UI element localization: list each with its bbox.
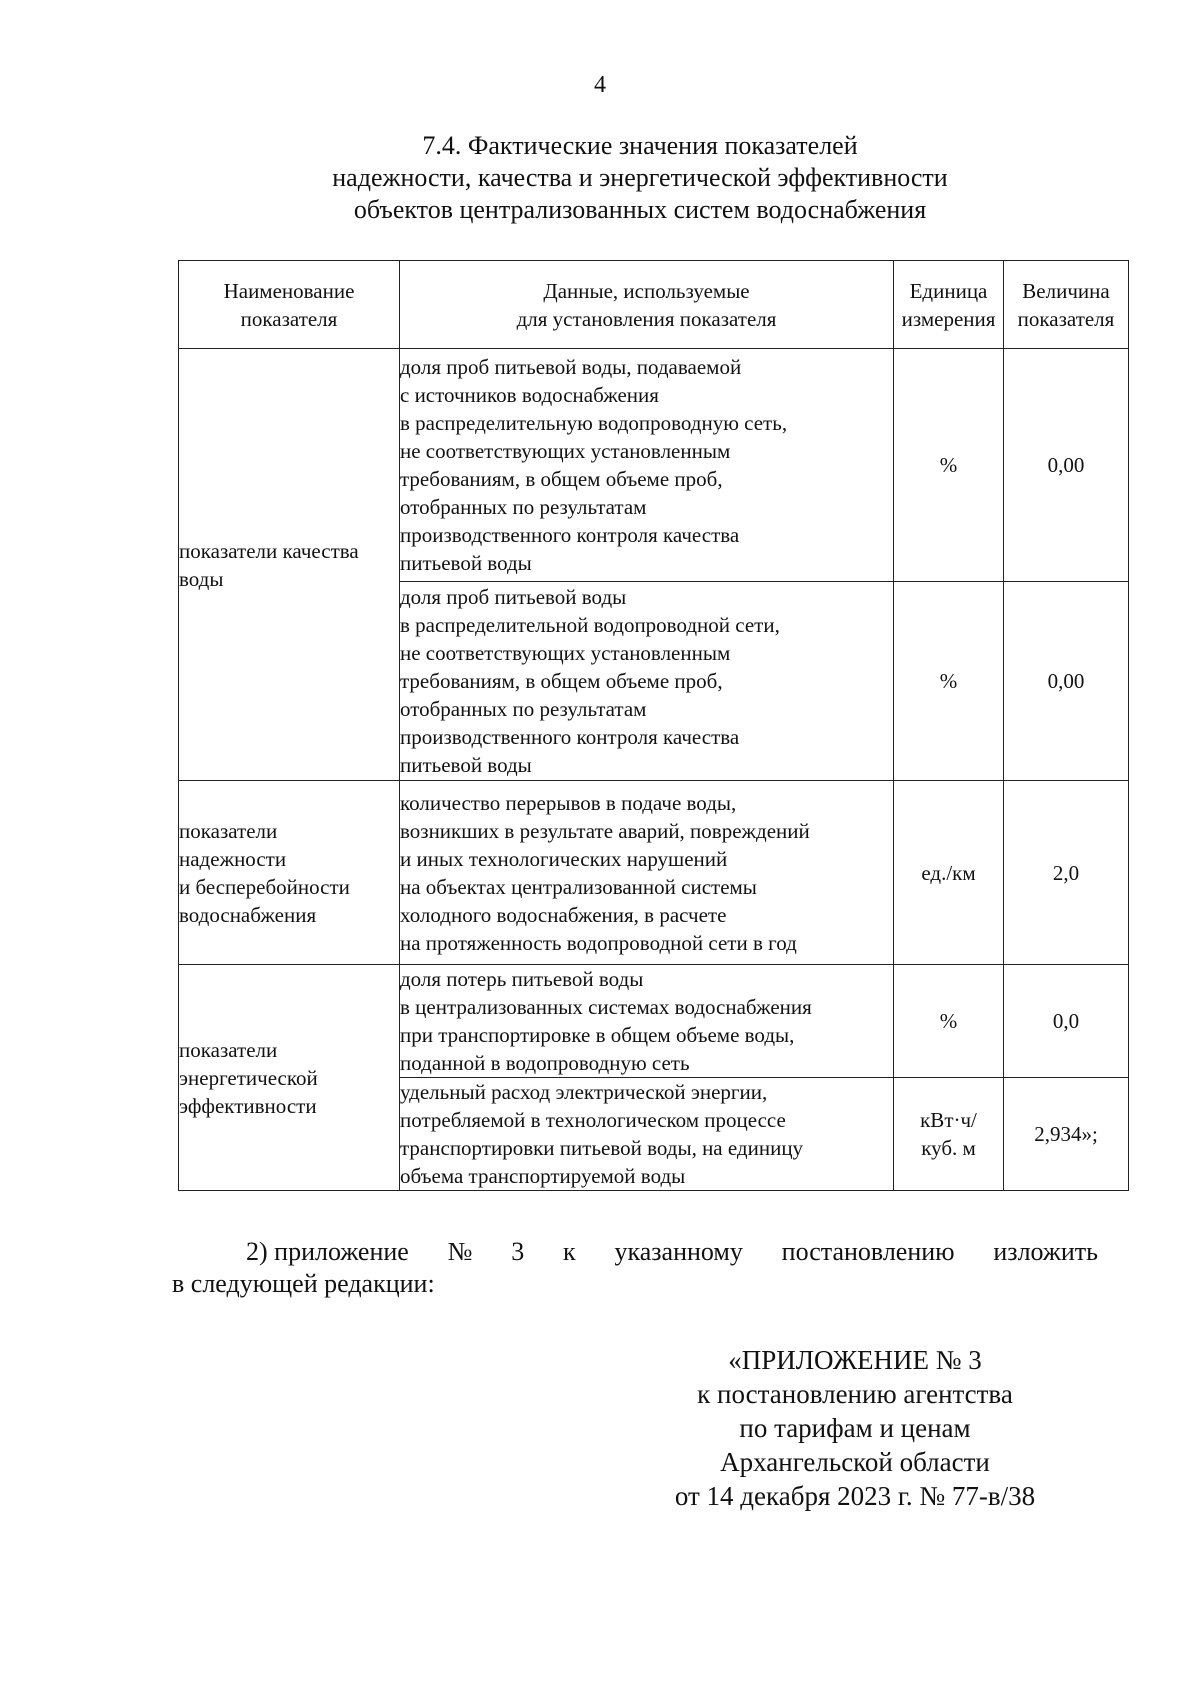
- appendix-block: [640, 1343, 1070, 1513]
- paragraph-line: [172, 1236, 1098, 1268]
- unit-cell: %: [894, 349, 1004, 582]
- unit-cell: %: [894, 582, 1004, 781]
- body-paragraph: [172, 1236, 1098, 1300]
- section-title-line: 7.4. Фактические значения показателей: [422, 131, 858, 160]
- section-title: [180, 130, 1100, 226]
- data-cell: доля потерь питьевой воды в централизованных системах водоснабжения при транспортировке в общем объеме воды, поданной в водопроводную сеть: [400, 965, 894, 1078]
- paragraph-word: №: [447, 1237, 473, 1266]
- paragraph-word: постановлению: [781, 1237, 955, 1266]
- appendix-line: Архангельской области: [720, 1447, 990, 1477]
- page-number: 4: [594, 72, 606, 98]
- paragraph-word: к: [563, 1237, 576, 1266]
- group-energy: показатели энергетической эффективности: [179, 965, 400, 1191]
- table-row: [179, 965, 1129, 1078]
- paragraph-word: изложить: [993, 1237, 1098, 1266]
- appendix-line: «ПРИЛОЖЕНИЕ № 3: [728, 1345, 982, 1375]
- paragraph-word: 2) приложение: [246, 1237, 409, 1266]
- unit-cell: ед./км: [894, 781, 1004, 965]
- table-header-row: [179, 261, 1129, 349]
- data-cell: количество перерывов в подаче воды, возникших в результате аварий, повреждений и иных технологических нарушений на объектах централизованной системы холодного водоснабжения, в расчете на протяженность водопроводной сети в год: [400, 781, 894, 965]
- group-quality: показатели качества воды: [179, 349, 400, 781]
- appendix-line: к постановлению агентства: [697, 1379, 1013, 1409]
- unit-cell: %: [894, 965, 1004, 1078]
- header-name: Наименование показателя: [179, 261, 400, 349]
- paragraph-word: указанному: [614, 1237, 743, 1266]
- data-cell: удельный расход электрической энергии, потребляемой в технологическом процессе транспортировки питьевой воды, на единицу объема транспортируемой воды: [400, 1078, 894, 1191]
- paragraph-line: в следующей редакции:: [172, 1269, 435, 1298]
- header-unit: Единица измерения: [894, 261, 1004, 349]
- value-cell: 2,0: [1004, 781, 1129, 965]
- value-cell: 0,00: [1004, 349, 1129, 582]
- table-row: [179, 349, 1129, 582]
- table-row: [179, 781, 1129, 965]
- section-title-line: объектов централизованных систем водоснабжения: [353, 195, 927, 224]
- value-cell: 0,00: [1004, 582, 1129, 781]
- header-data: Данные, используемые для установления показателя: [400, 261, 894, 349]
- section-title-line: надежности, качества и энергетической эффективности: [332, 163, 948, 192]
- group-reliability: показатели надежности и бесперебойности водоснабжения: [179, 781, 400, 965]
- appendix-line: от 14 декабря 2023 г. № 77-в/38: [674, 1481, 1036, 1511]
- appendix-line: по тарифам и ценам: [739, 1413, 971, 1443]
- header-value: Величина показателя: [1004, 261, 1129, 349]
- value-cell: 0,0: [1004, 965, 1129, 1078]
- data-cell: доля проб питьевой воды в распределительной водопроводной сети, не соответствующих установленным требованиям, в общем объеме проб, отобранных по результатам производственного контроля качества питьевой воды: [400, 582, 894, 781]
- data-cell: доля проб питьевой воды, подаваемой с источников водоснабжения в распределительную водопроводную сеть, не соответствующих установленным требованиям, в общем объеме проб, отобранных по результатам производственного контроля качества питьевой воды: [400, 349, 894, 582]
- paragraph-word: 3: [511, 1237, 525, 1266]
- unit-cell: кВт·ч/ куб. м: [894, 1078, 1004, 1191]
- value-cell: 2,934»;: [1004, 1078, 1129, 1191]
- indicators-table: [178, 260, 1129, 1191]
